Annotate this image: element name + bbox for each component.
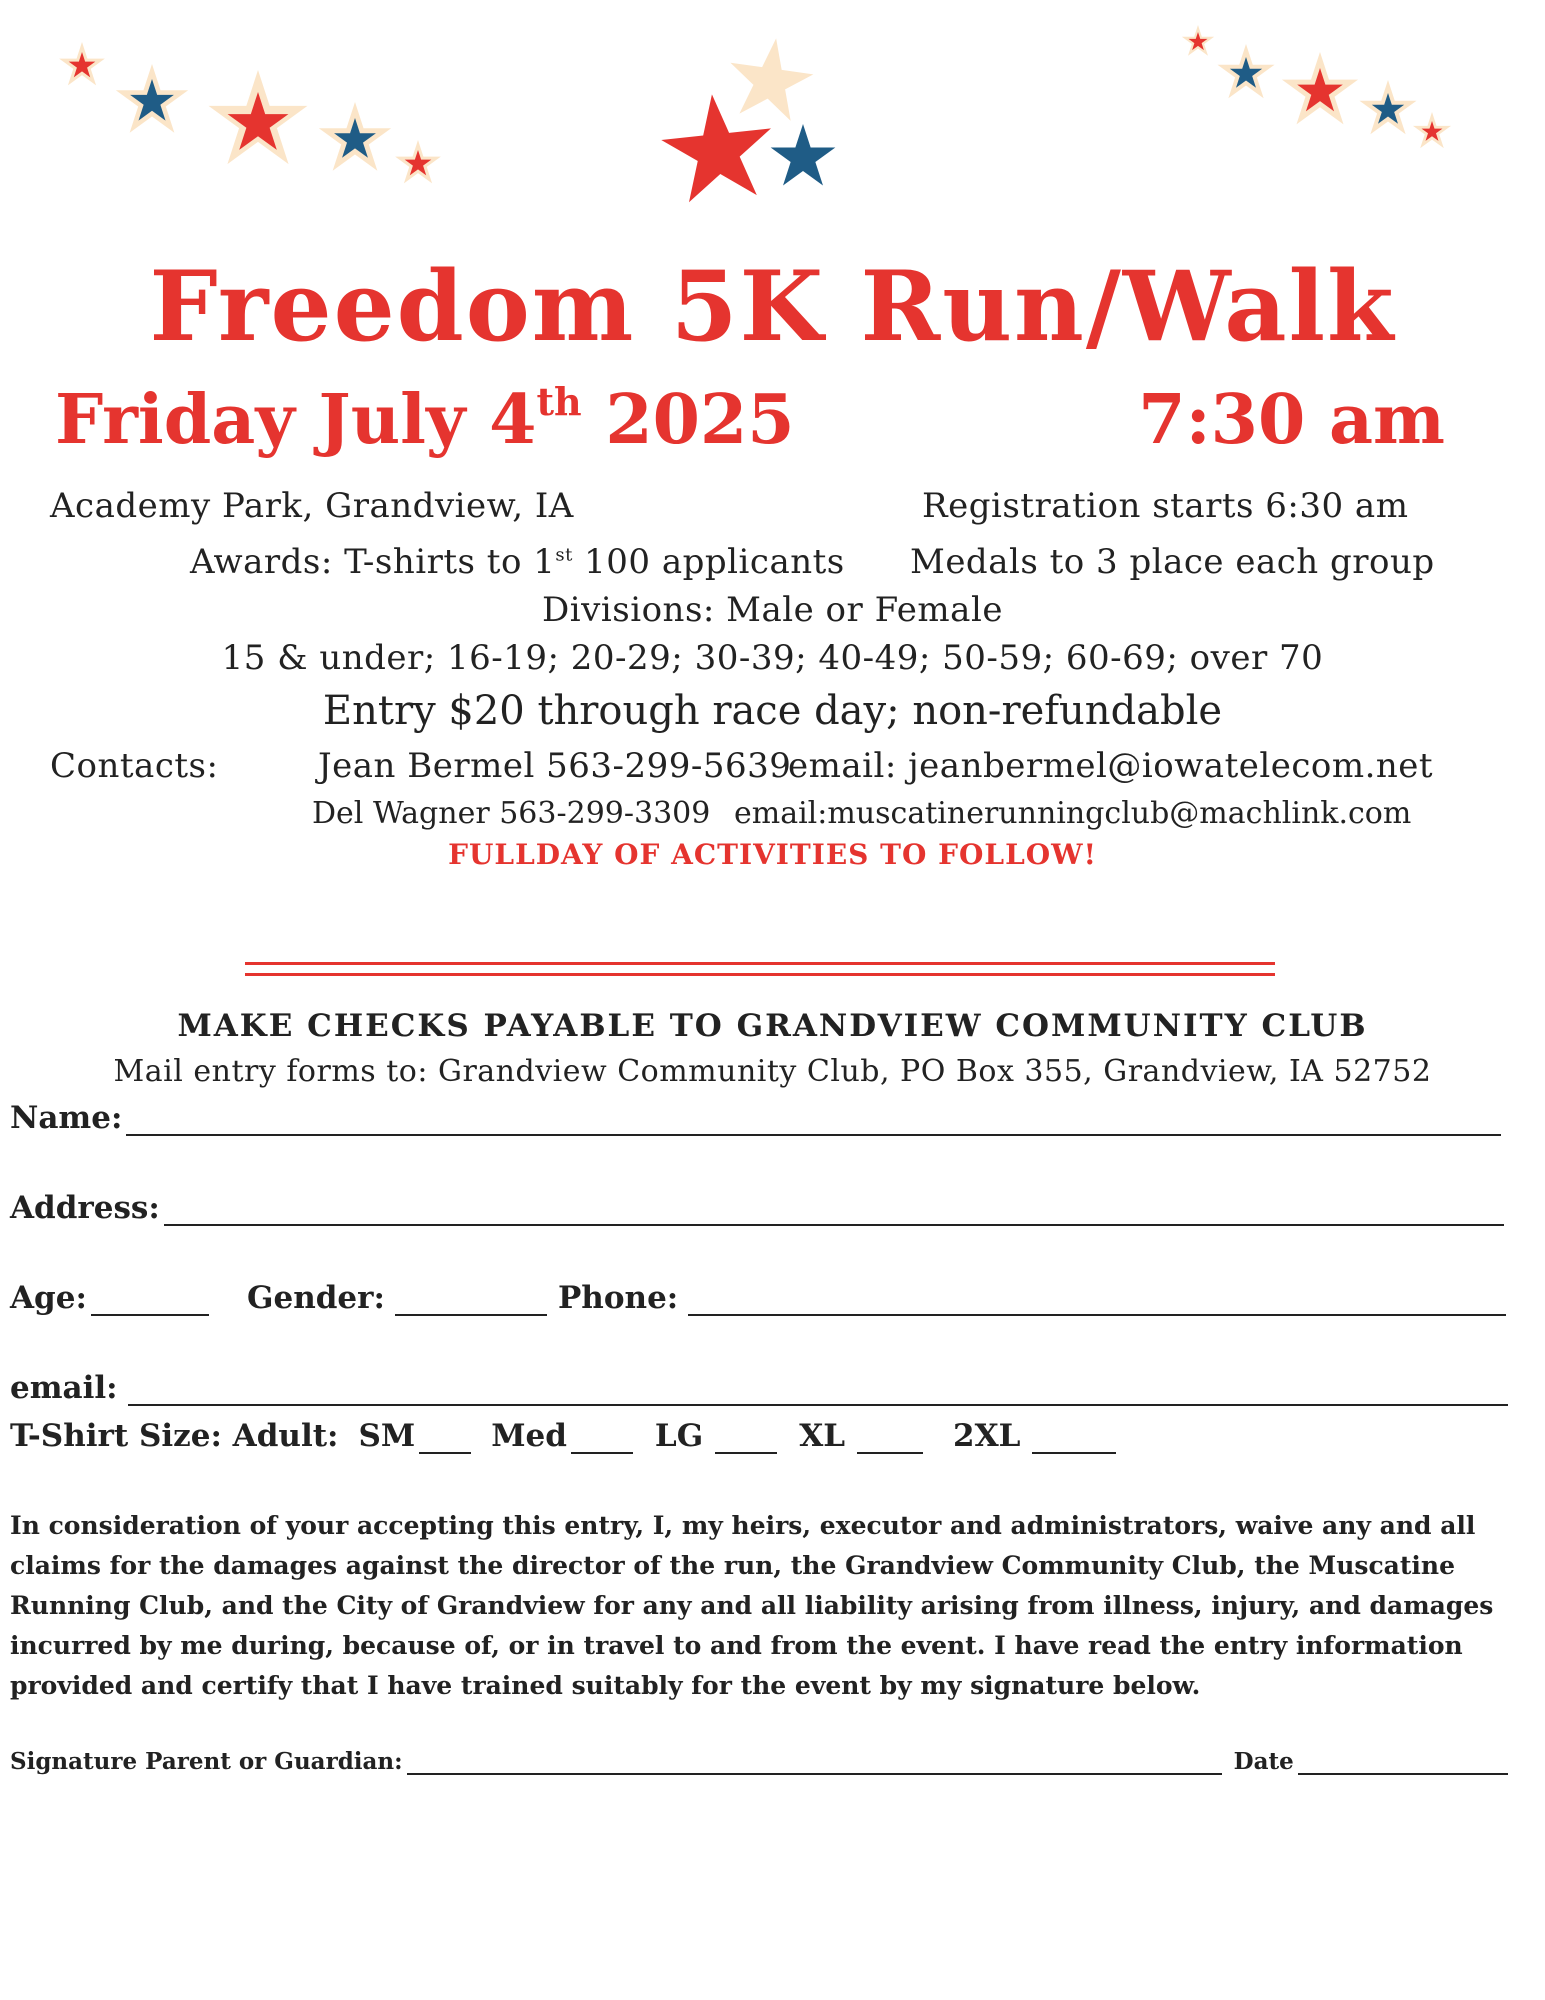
age-input-line[interactable] (91, 1288, 209, 1316)
size-2xl-label: 2XL (953, 1418, 1021, 1454)
tshirt-size-field[interactable] (10, 1418, 1116, 1454)
size-med-line[interactable] (571, 1426, 633, 1454)
size-xl-line[interactable] (857, 1426, 923, 1454)
contact-2: Del Wagner 563-299-3309 (312, 796, 711, 831)
awards-text: Awards: T-shirts to 1 (190, 542, 556, 582)
size-med-label: Med (491, 1418, 567, 1454)
age-field[interactable] (10, 1280, 209, 1316)
name-label: Name: (10, 1100, 123, 1136)
event-date (55, 380, 795, 460)
age-label: Age: (10, 1280, 87, 1316)
contact-1: Jean Bermel 563-299-5639 (318, 746, 792, 786)
contact-1-email[interactable]: email: jeanbermel@iowatelecom.net (788, 746, 1434, 786)
waiver-text: In consideration of your accepting this entry, I, my heirs, executor and administrators, waive any and all claims for the damages against the director of the run, the Grandview Community Club, the Muscatine Running Club, and the City of Grandview for any and all liability arising from illness, injury, and damages incurred by me during, because of, or in travel to and from the event. I have read the entry information provided and certify that I have trained suitably for the event by my signature below. (10, 1511, 1494, 1700)
contacts-label: Contacts: (50, 746, 219, 786)
star-icon (116, 64, 188, 133)
star-icon (1182, 25, 1214, 56)
awards-suffix: st (555, 544, 573, 566)
date-label: Date (1233, 1748, 1294, 1775)
event-title: Freedom 5K Run/Walk (149, 250, 1396, 363)
name-field[interactable] (10, 1100, 1501, 1136)
signature-line[interactable] (407, 1751, 1222, 1775)
gender-field[interactable] (247, 1280, 547, 1316)
star-icon (657, 89, 778, 205)
mail-address: Mail entry forms to: Grandview Community Club, PO Box 355, Grandview, IA 52752 (113, 1054, 1432, 1089)
star-icon (59, 42, 105, 85)
stars-decoration (0, 0, 1545, 230)
signature-field[interactable] (10, 1748, 1508, 1775)
event-time: 7:30 am (1138, 380, 1445, 460)
date-line[interactable] (1298, 1751, 1508, 1775)
size-sm-label: SM (358, 1418, 416, 1454)
star-icon (209, 70, 308, 164)
entry-fee: Entry $20 through race day; non-refundable (322, 688, 1223, 734)
phone-field[interactable] (558, 1280, 1506, 1316)
date-suffix: th (536, 379, 582, 424)
size-lg-label: LG (654, 1418, 704, 1454)
signature-label: Signature Parent or Guardian: (10, 1748, 403, 1775)
email-field[interactable] (10, 1370, 1508, 1406)
date-text: Friday July 4 (55, 380, 537, 460)
size-2xl-line[interactable] (1032, 1426, 1116, 1454)
age-groups: 15 & under; 16-19; 20-29; 30-39; 40-49; 50-59; 60-69; over 70 (221, 638, 1324, 678)
size-lg-line[interactable] (715, 1426, 777, 1454)
star-icon (1217, 44, 1274, 98)
awards (190, 542, 845, 582)
tshirt-label: T-Shirt Size: Adult: (10, 1418, 339, 1454)
date-year: 2025 (605, 380, 795, 460)
divisions: Divisions: Male or Female (542, 590, 1003, 630)
registration-time: Registration starts 6:30 am (922, 486, 1409, 526)
address-label: Address: (10, 1190, 160, 1226)
gender-input-line[interactable] (395, 1288, 547, 1316)
location: Academy Park, Grandview, IA (50, 486, 574, 526)
medals: Medals to 3 place each group (910, 542, 1435, 582)
star-icon (771, 124, 836, 186)
address-input-line[interactable] (164, 1198, 1504, 1226)
star-icon (1413, 112, 1451, 148)
size-xl-label: XL (799, 1418, 846, 1454)
address-field[interactable] (10, 1190, 1504, 1226)
gender-label: Gender: (247, 1280, 385, 1316)
star-icon (1359, 80, 1416, 134)
phone-label: Phone: (558, 1280, 679, 1316)
star-icon (319, 102, 391, 171)
star-icon (395, 140, 441, 183)
divider (245, 962, 1275, 984)
star-icon (1282, 52, 1358, 124)
email-label: email: (10, 1370, 118, 1406)
size-sm-line[interactable] (419, 1426, 471, 1454)
phone-input-line[interactable] (688, 1288, 1506, 1316)
activities-note: FULLDAY OF ACTIVITIES TO FOLLOW! (448, 838, 1097, 871)
name-input-line[interactable] (126, 1108, 1501, 1136)
contact-2-email[interactable]: email:muscatinerunningclub@machlink.com (734, 796, 1412, 831)
checks-payable: MAKE CHECKS PAYABLE TO GRANDVIEW COMMUNITY CLUB (177, 1008, 1368, 1044)
star-icon (724, 33, 818, 123)
email-input-line[interactable] (128, 1378, 1508, 1406)
awards-rest: 100 applicants (572, 542, 845, 582)
